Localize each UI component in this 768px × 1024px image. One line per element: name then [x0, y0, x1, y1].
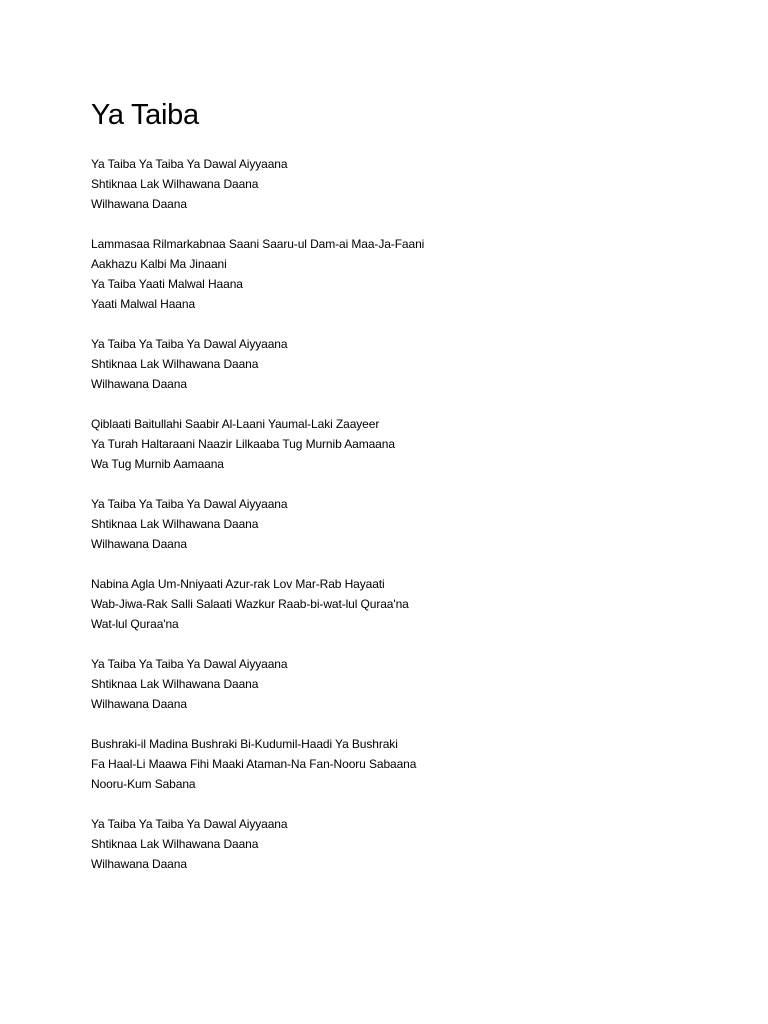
stanza — [91, 654, 731, 714]
stanza — [91, 414, 731, 474]
stanza — [91, 734, 731, 794]
lyric-line: Wilhawana Daana — [91, 197, 187, 211]
lyric-line: Aakhazu Kalbi Ma Jinaani — [91, 257, 227, 271]
lyric-line: Ya Taiba Ya Taiba Ya Dawal Aiyyaana — [91, 657, 288, 671]
lyric-line: Lammasaa Rilmarkabnaa Saani Saaru-ul Dam-ai Maa-Ja-Faani — [91, 237, 425, 251]
lyric-line: Shtiknaa Lak Wilhawana Daana — [91, 517, 259, 531]
lyric-line: Ya Taiba Ya Taiba Ya Dawal Aiyyaana — [91, 157, 288, 171]
lyric-line: Ya Turah Haltaraani Naazir Lilkaaba Tug Murnib Aamaana — [91, 437, 395, 451]
lyric-line: Yaati Malwal Haana — [91, 297, 196, 311]
lyric-line: Nooru-Kum Sabana — [91, 777, 196, 791]
stanza — [91, 574, 731, 634]
lyric-line: Wilhawana Daana — [91, 537, 187, 551]
lyric-line: Ya Taiba Ya Taiba Ya Dawal Aiyyaana — [91, 337, 288, 351]
lyric-line: Wab-Jiwa-Rak Salli Salaati Wazkur Raab-bi-wat-lul Quraa'na — [91, 597, 409, 611]
lyric-line: Shtiknaa Lak Wilhawana Daana — [91, 177, 259, 191]
stanza — [91, 494, 731, 554]
lyric-line: Ya Taiba Yaati Malwal Haana — [91, 277, 243, 291]
lyrics-body — [91, 154, 731, 874]
lyric-line: Wilhawana Daana — [91, 697, 187, 711]
lyric-line: Ya Taiba Ya Taiba Ya Dawal Aiyyaana — [91, 817, 288, 831]
lyric-line: Shtiknaa Lak Wilhawana Daana — [91, 837, 259, 851]
lyric-line: Nabina Agla Um-Nniyaati Azur-rak Lov Mar-Rab Hayaati — [91, 577, 385, 591]
lyric-line: Qiblaati Baitullahi Saabir Al-Laani Yaumal-Laki Zaayeer — [91, 417, 380, 431]
lyric-line: Ya Taiba Ya Taiba Ya Dawal Aiyyaana — [91, 497, 288, 511]
lyric-line: Wa Tug Murnib Aamaana — [91, 457, 224, 471]
lyric-line: Wilhawana Daana — [91, 377, 187, 391]
document-page — [91, 96, 731, 894]
lyric-line: Fa Haal-Li Maawa Fihi Maaki Ataman-Na Fan-Nooru Sabaana — [91, 757, 417, 771]
lyric-line: Bushraki-il Madina Bushraki Bi-Kudumil-Haadi Ya Bushraki — [91, 737, 398, 751]
stanza — [91, 334, 731, 394]
lyric-line: Shtiknaa Lak Wilhawana Daana — [91, 677, 259, 691]
stanza — [91, 814, 731, 874]
lyric-line: Shtiknaa Lak Wilhawana Daana — [91, 357, 259, 371]
stanza — [91, 154, 731, 214]
stanza — [91, 234, 731, 314]
page-title: Ya Taiba — [91, 99, 199, 131]
lyric-line: Wat-lul Quraa'na — [91, 617, 179, 631]
lyric-line: Wilhawana Daana — [91, 857, 187, 871]
